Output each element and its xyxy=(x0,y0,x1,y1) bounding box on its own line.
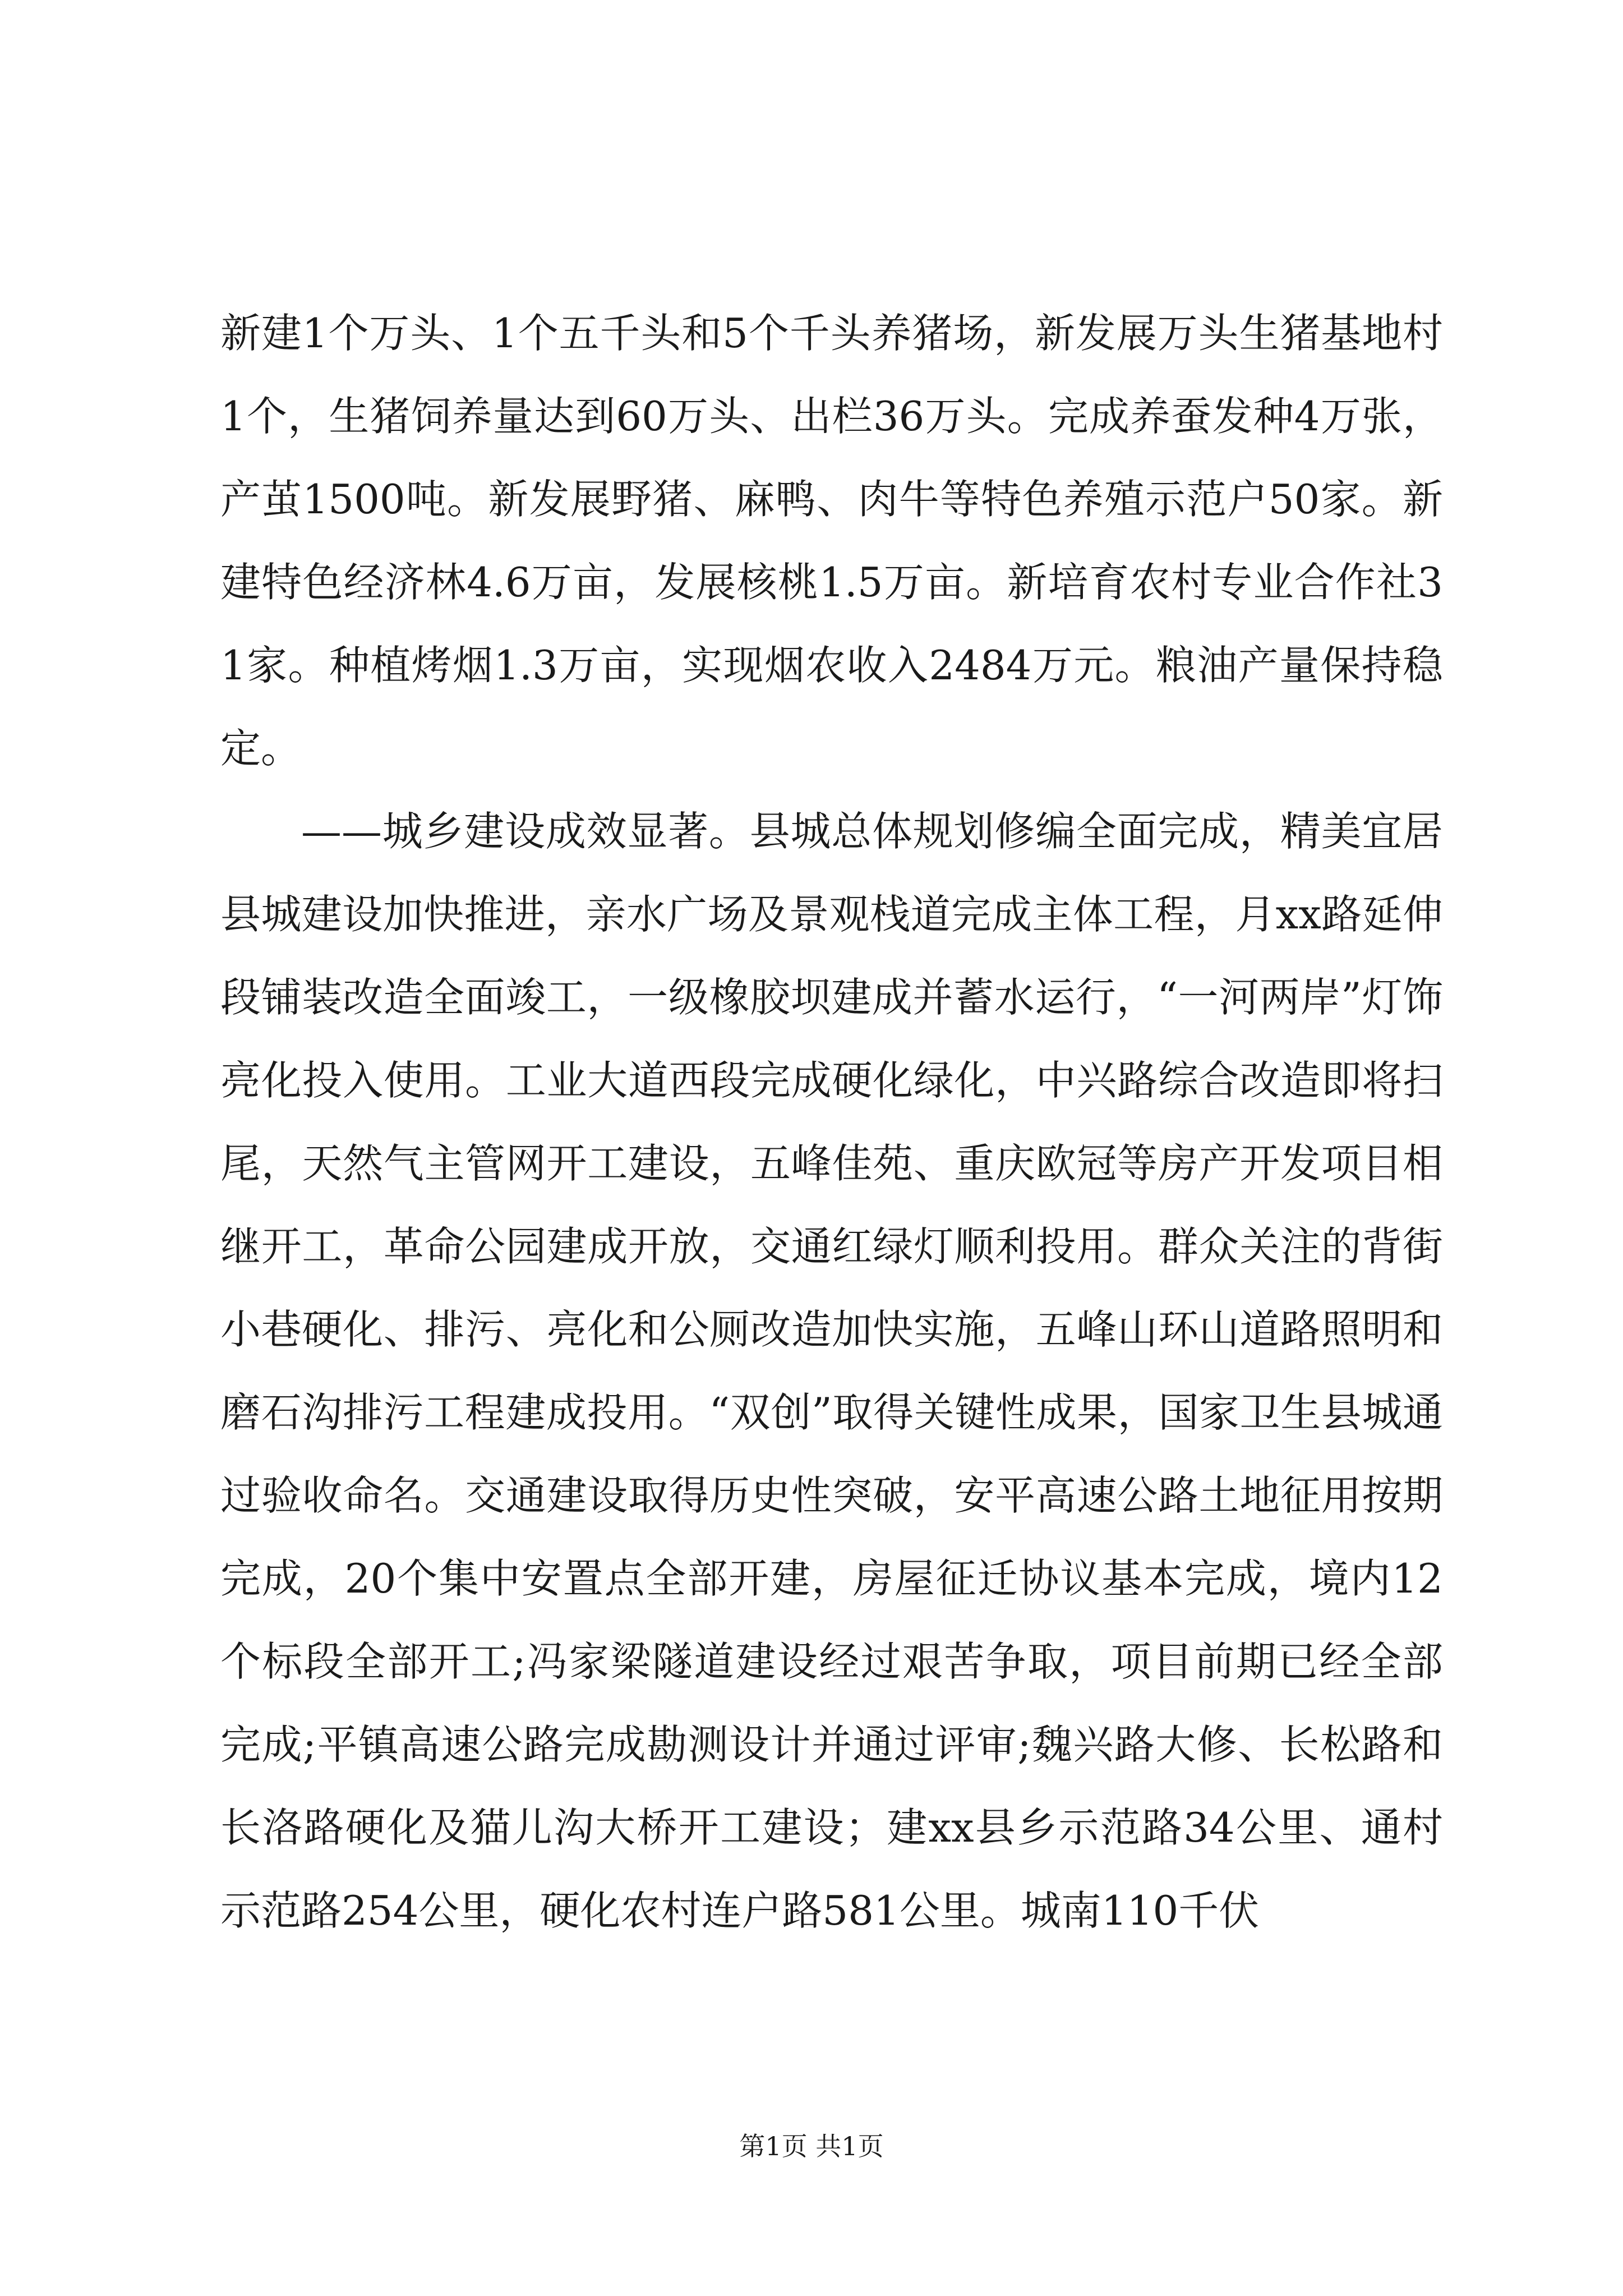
page-footer: 第1页 共1页 xyxy=(739,2131,884,2161)
paragraph-urban-construction: ——城乡建设成效显著。县城总体规划修编全面完成，精美宜居县城建设加快推进，亲水广场及景观栈道完成主体工程，月xx路延伸段铺装改造全面竣工，一级橡胶坝建成并蓄水运行，“一河两岸”灯饰亮化投入使用。工业大道西段完成硬化绿化，中兴路综合改造即将扫尾，天然气主管网开工建设，五峰佳苑、重庆欧冠等房产开发项目相继开工，革命公园建成开放，交通红绿灯顺利投用。群众关注的背街小巷硬化、排污、亮化和公厕改造加快实施，五峰山环山道路照明和磨石沟排污工程建成投用。“双创”取得关键性成果，国家卫生县城通过验收命名。交通建设取得历史性突破，安平高速公路土地征用按期完成，20个集中安置点全部开建，房屋征迁协议基本完成，境内12个标段全部开工;冯家梁隧道建设经过艰苦争取，项目前期已经全部完成;平镇高速公路完成勘测设计并通过评审;魏兴路大修、长松路和长洛路硬化及猫儿沟大桥开工建设；建xx县乡示范路34公里、通村示范路254公里，硬化农村连户路581公里。城南110千伏 xyxy=(220,808,1443,1934)
document-body xyxy=(220,292,1443,1952)
paragraph-agriculture: 新建1个万头、1个五千头和5个千头养猪场，新发展万头生猪基地村1个，生猪饲养量达到60万头、出栏36万头。完成养蚕发种4万张，产茧1500吨。新发展野猪、麻鸭、肉牛等特色养殖示范户50家。新建特色经济林4.6万亩，发展核桃1.5万亩。新培育农村专业合作社31家。种植烤烟1.3万亩，实现烟农收入2484万元。粮油产量保持稳定。 xyxy=(220,310,1443,772)
